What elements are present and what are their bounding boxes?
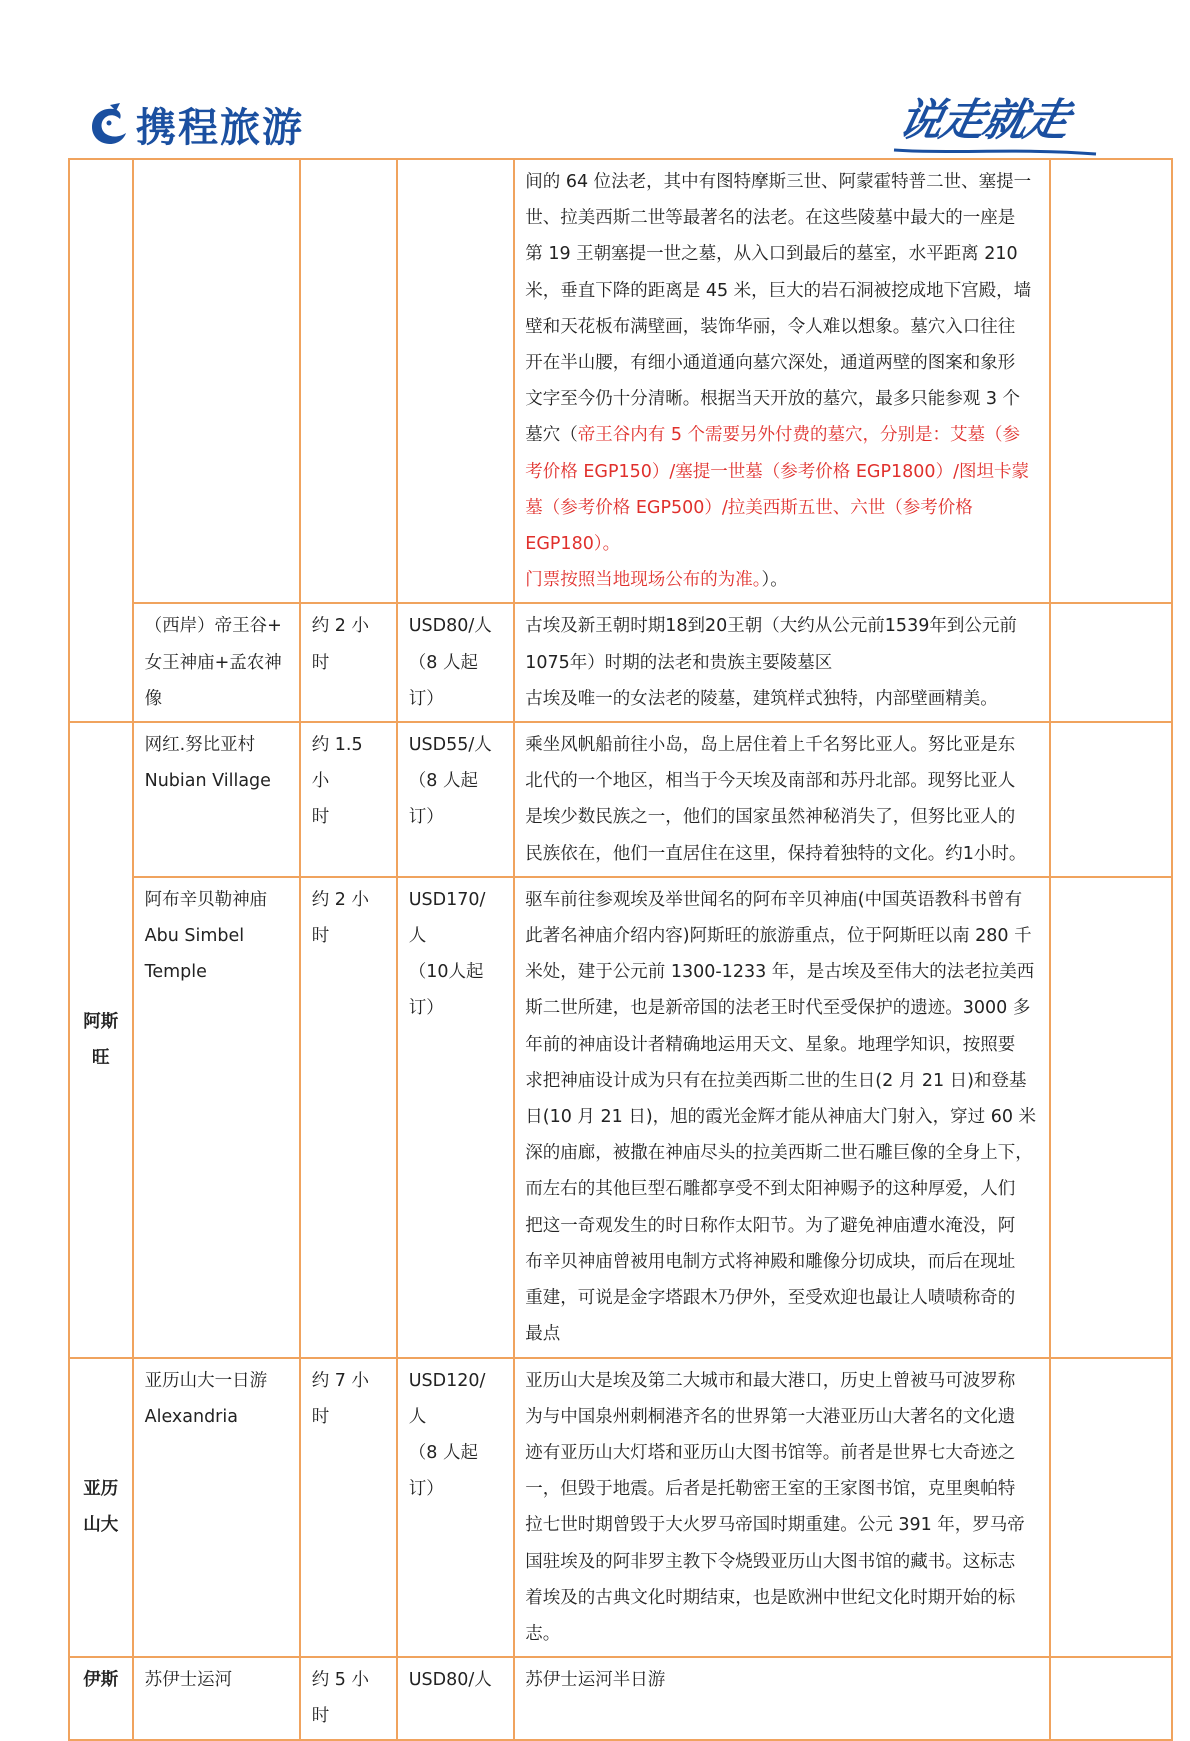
- desc-line: 最点: [525, 1324, 561, 1345]
- notes-cell: [1050, 1358, 1172, 1658]
- desc-line: [525, 417, 1043, 453]
- price-cell: [397, 877, 515, 1358]
- price-cell: [397, 603, 515, 722]
- desc-line: 志。: [525, 1623, 561, 1644]
- duration-cell: 约 2 小时: [300, 877, 397, 1358]
- region-cell: [69, 1358, 133, 1658]
- desc-line: 1075年）时期的法老和贵族主要陵墓区: [525, 652, 833, 673]
- desc-line: 为与中国泉州刺桐港齐名的世界第一大港亚历山大著名的文化遗: [525, 1406, 1016, 1427]
- item-name-cell: [133, 1358, 300, 1658]
- price-line: USD170/人: [408, 889, 486, 947]
- price-line: （8 人起订）: [408, 771, 478, 828]
- description-cell: [514, 722, 1050, 877]
- table-row: [69, 159, 1172, 603]
- price-cell: [397, 159, 515, 603]
- item-name-cell: [133, 877, 300, 1358]
- desc-highlight: 帝王谷内有 5 个需要另外付费的墓穴，分别是：艾墓（参: [577, 425, 1021, 446]
- region-cell: [69, 722, 133, 1357]
- price-cell: [397, 1358, 515, 1658]
- desc-suffix: ）。: [761, 570, 788, 591]
- item-name-line: Temple: [144, 962, 207, 983]
- desc-line: 深的庙廊，被撒在神庙尽头的拉美西斯二世石雕巨像的全身上下，: [525, 1143, 1033, 1164]
- region-label: 山大: [83, 1515, 119, 1536]
- duration-line: 约 1.5 小: [311, 735, 363, 792]
- desc-line: 壁和天花板布满壁画，装饰华丽，令人难以想象。墓穴入口往往: [525, 316, 1016, 337]
- price-cell: [397, 722, 515, 877]
- price-line: （8 人起订）: [408, 1442, 478, 1500]
- slogan-text: 说走就走: [893, 95, 1073, 146]
- desc-line: [525, 562, 1043, 598]
- page-header: [0, 0, 1190, 160]
- duration-line: 时: [311, 807, 330, 828]
- desc-line: 日(10 月 21 日)，旭的霞光金辉才能从神庙大门射入，穿过 60 米: [525, 1107, 1037, 1128]
- item-name-line: 女王神庙+孟农神: [144, 652, 282, 673]
- brand-logo: [84, 96, 304, 153]
- desc-line: 间的 64 位法老，其中有图特摩斯三世、阿蒙霍特普二世、塞提一: [525, 172, 1032, 192]
- item-name-line: Alexandria: [144, 1406, 238, 1427]
- brand-slogan: [890, 84, 1100, 156]
- description-cell: [514, 1358, 1050, 1658]
- desc-line: 重建，可说是金字塔跟木乃伊外，至受欢迎也最让人啧啧称奇的: [525, 1288, 1016, 1309]
- description-cell: [514, 877, 1050, 1358]
- item-name-cell: [133, 159, 300, 603]
- desc-line: 国驻埃及的阿非罗主教下令烧毁亚历山大图书馆的藏书。这标志: [525, 1551, 1016, 1572]
- duration-cell: 约 7 小时: [300, 1358, 397, 1658]
- description-cell: [514, 603, 1050, 722]
- desc-line: 开在半山腰，有细小通道通向墓穴深处，通道两壁的图案和象形: [525, 353, 1016, 374]
- item-name-line: Nubian Village: [144, 771, 271, 792]
- region-cell: 伊斯: [69, 1657, 133, 1739]
- desc-line: 世、拉美西斯二世等最著名的法老。在这些陵墓中最大的一座是: [525, 208, 1016, 229]
- description-cell: [514, 159, 1050, 603]
- desc-line: 古埃及唯一的女法老的陵墓，建筑样式独特，内部壁画精美。: [525, 688, 998, 709]
- desc-prefix: 墓穴（: [525, 425, 578, 446]
- price-line: （10人起: [408, 962, 484, 983]
- notes-cell: [1050, 877, 1172, 1358]
- desc-line: 是埃少数民族之一，他们的国家虽然神秘消失了，但努比亚人的: [525, 807, 1016, 828]
- table-row: [69, 603, 1172, 722]
- desc-line: 米处，建于公元前 1300-1233 年，是古埃及至伟大的法老拉美西: [525, 962, 1035, 983]
- region-label: 旺: [92, 1047, 110, 1068]
- item-name-line: 像: [144, 688, 163, 709]
- desc-line: 民族依在，他们一直居住在这里，保持着独特的文化。约1小时。: [525, 843, 1027, 864]
- ctrip-dolphin-icon: [84, 101, 132, 149]
- brand-name: 携程旅游: [136, 105, 304, 151]
- notes-cell: [1050, 1657, 1172, 1739]
- duration-cell: 约 5 小时: [300, 1657, 397, 1739]
- price-line: USD80/人: [408, 616, 492, 637]
- price-line: USD120/人: [408, 1370, 486, 1427]
- desc-line: 乘坐风帆船前往小岛，岛上居住着上千名努比亚人。努比亚是东: [525, 735, 1016, 756]
- desc-line: 迹有亚历山大灯塔和亚历山大图书馆等。前者是世界七大奇迹之: [525, 1442, 1016, 1463]
- table-row: [69, 1657, 1172, 1739]
- desc-line: 求把神庙设计成为只有在拉美西斯二世的生日(2 月 21 日)和登基: [525, 1070, 1027, 1091]
- item-name-line: 阿布辛贝勒神庙: [144, 889, 268, 910]
- item-name-line: （西岸）帝王谷+: [144, 616, 282, 637]
- desc-line: 一，但毁于地震。后者是托勒密王室的王家图书馆，克里奥帕特: [525, 1479, 1016, 1500]
- desc-line: 驱车前往参观埃及举世闻名的阿布辛贝神庙(中国英语教科书曾有: [525, 889, 1023, 910]
- price-line: 订）: [408, 998, 444, 1019]
- desc-line: 古埃及新王朝时期18到20王朝（大约从公元前1539年到公元前: [525, 616, 1017, 637]
- tour-options-table: [68, 158, 1173, 1741]
- notes-cell: [1050, 603, 1172, 722]
- slogan-swoosh-icon: [890, 124, 1100, 158]
- duration-cell: [300, 159, 397, 603]
- duration-cell: 约 2 小时: [300, 603, 397, 722]
- price-line: USD55/人: [408, 735, 492, 756]
- desc-line: 北代的一个地区，相当于今天埃及南部和苏丹北部。现努比亚人: [525, 771, 1016, 792]
- desc-line: 此著名神庙介绍内容)阿斯旺的旅游重点，位于阿斯旺以南 280 千: [525, 926, 1032, 947]
- item-name-line: 网红.努比亚村: [144, 735, 256, 756]
- region-label: 阿斯: [83, 1011, 119, 1032]
- desc-highlight: 墓（参考价格 EGP500）/拉美西斯五世、六世（参考价格 EGP180）。: [525, 497, 973, 555]
- desc-line: 而左右的其他巨型石雕都享受不到太阳神赐予的这种厚爱，人们: [525, 1179, 1016, 1200]
- desc-line: 把这一奇观发生的时日称作太阳节。为了避免神庙遭水淹没，阿: [525, 1215, 1016, 1236]
- price-line: （8 人起订）: [408, 652, 478, 709]
- item-name-cell: 苏伊士运河: [133, 1657, 300, 1739]
- item-name-line: 亚历山大一日游: [144, 1370, 268, 1391]
- desc-line: 拉七世时期曾毁于大火罗马帝国时期重建。公元 391 年，罗马帝: [525, 1515, 1025, 1536]
- table-row: [69, 722, 1172, 877]
- item-name-cell: [133, 603, 300, 722]
- notes-cell: [1050, 159, 1172, 603]
- desc-line: 亚历山大是埃及第二大城市和最大港口，历史上曾被马可波罗称: [525, 1370, 1016, 1391]
- item-name-line: Abu Simbel: [144, 926, 245, 947]
- desc-line: 文字至今仍十分清晰。根据当天开放的墓穴，最多只能参观 3 个: [525, 389, 1021, 410]
- desc-line: 米，垂直下降的距离是 45 米，巨大的岩石洞被挖成地下宫殿，墙: [525, 280, 1032, 301]
- table-row: [69, 877, 1172, 1358]
- region-cell: [69, 159, 133, 722]
- description-cell: 苏伊士运河半日游: [514, 1657, 1050, 1739]
- desc-line: 布辛贝神庙曾被用电制方式将神殿和雕像分切成块，而后在现址: [525, 1251, 1016, 1272]
- desc-line: 斯二世所建，也是新帝国的法老王时代至受保护的遗迹。3000 多: [525, 998, 1031, 1019]
- desc-highlight: 门票按照当地现场公布的为准。: [525, 570, 762, 591]
- price-cell: USD80/人: [397, 1657, 515, 1739]
- desc-highlight: 考价格 EGP150）/塞提一世墓（参考价格 EGP1800）/图坦卡蒙: [525, 461, 1029, 482]
- table-row: [69, 1358, 1172, 1658]
- region-label: 亚历: [83, 1479, 119, 1500]
- notes-cell: [1050, 722, 1172, 877]
- desc-line: 第 19 王朝塞提一世之墓，从入口到最后的墓室，水平距离 210: [525, 244, 1018, 265]
- item-name-cell: [133, 722, 300, 877]
- desc-line: 年前的神庙设计者精确地运用天文、星象。地理学知识，按照要: [525, 1034, 1016, 1055]
- desc-line: 着埃及的古典文化时期结束，也是欧洲中世纪文化时期开始的标: [525, 1587, 1016, 1608]
- duration-cell: [300, 722, 397, 877]
